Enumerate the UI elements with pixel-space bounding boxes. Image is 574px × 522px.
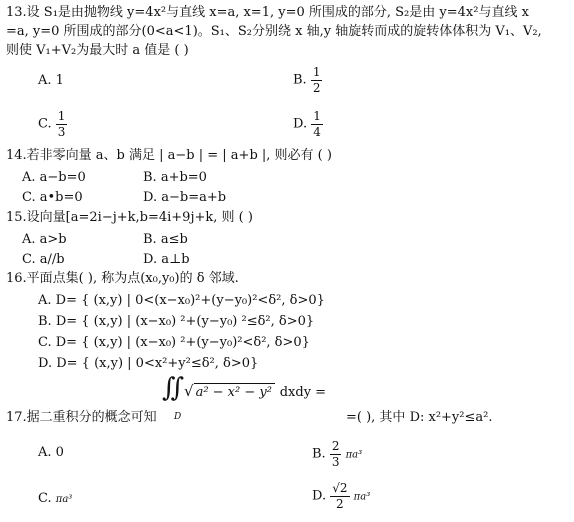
q17-option-c [38, 492, 72, 505]
q14-option-a: A. a−b=0 [22, 170, 86, 185]
numerator: 1 [313, 109, 321, 123]
q14-option-c: C. a•b=0 [22, 190, 83, 205]
option-tail: πa³ [353, 491, 371, 503]
fraction [330, 440, 342, 468]
q17-option-a [38, 446, 64, 459]
option-value: πa³ [55, 494, 73, 505]
denominator: 4 [313, 124, 321, 139]
option-value: 0 [55, 445, 64, 460]
denominator: 3 [57, 124, 66, 139]
fraction [311, 66, 323, 94]
q14-option-b: B. a+b=0 [143, 170, 207, 185]
option-value: 1 [55, 73, 64, 88]
option-tail: πa³ [345, 449, 363, 461]
q16-option-c: C. D= { (x,y) | (x−x₀) ²+(y−y₀)²<δ², δ>0} [38, 335, 310, 350]
q17-stem: 17.据二重积分的概念可知 [6, 410, 157, 425]
q16-option-b: B. D= { (x,y) | (x−x₀) ²+(y−y₀) ²≤δ², δ>0} [38, 314, 315, 329]
option-label: D. [312, 488, 327, 504]
q13-line-2: =a, y=0 所围成的部分(0<a<1)。S₁、S₂分别绕 x 轴,y 轴旋转而成的旋转体体积为 V₁、V₂, [6, 24, 542, 39]
q16-option-a: A. D= { (x,y) | 0<(x−x₀)²+(y−y₀)²<δ², δ>0} [38, 293, 325, 308]
numerator: 1 [57, 109, 66, 123]
radicand: a² − x² − y² [194, 383, 275, 400]
option-label: C. [38, 491, 52, 506]
option-label: B. [312, 446, 326, 462]
numerator: 1 [312, 65, 321, 79]
q13-line-1: 13.设 S₁是由抛物线 y=4x²与直线 x=a, x=1, y=0 所围成的部分, S₂是由 y=4x²与直线 x [6, 5, 529, 20]
q15-option-a: A. a>b [22, 232, 67, 247]
numerator: √2 [332, 481, 348, 495]
q13-option-a [38, 74, 64, 87]
numerator: 2 [331, 439, 340, 453]
option-label: B. [293, 72, 307, 88]
differential: dxdy = [279, 385, 327, 400]
option-label: A. [38, 445, 52, 460]
q14-option-d: D. a−b=a+b [143, 190, 227, 205]
q16-option-d: D. D= { (x,y) | 0<x²+y²≤δ², δ>0} [38, 356, 259, 371]
denominator: 2 [312, 80, 321, 95]
denominator: 2 [336, 496, 344, 511]
q13-line-3: 则使 V₁+V₂为最大时 a 值是 ( ) [6, 43, 189, 58]
q17-option-b [312, 440, 362, 468]
option-label: A. [38, 73, 52, 88]
fraction [330, 482, 349, 510]
q16-stem: 16.平面点集( ), 称为点(x₀,y₀)的 δ 邻域. [6, 271, 239, 286]
denominator: 3 [331, 454, 340, 469]
option-label: C. [38, 116, 52, 132]
q14-stem: 14.若非零向量 a、b 满足 | a−b | = | a+b |, 则必有 ( ) [6, 148, 332, 163]
option-label: D. [293, 116, 308, 132]
sqrt-sign: √ [184, 382, 194, 400]
double-integral-sign: ∬ [162, 373, 185, 403]
q17-sqrt [184, 384, 326, 399]
q15-option-c: C. a//b [22, 252, 65, 267]
q13-option-d [293, 110, 323, 138]
q17-option-d [312, 482, 370, 510]
q13-option-b [293, 66, 322, 94]
fraction [56, 110, 68, 138]
q13-option-c [38, 110, 67, 138]
fraction [311, 110, 323, 138]
q15-stem: 15.设向量[a=2i−j+k,b=4i+9j+k, 则 ( ) [6, 210, 253, 225]
q17-stem-end: =( ), 其中 D: x²+y²≤a². [346, 410, 493, 425]
q15-option-d: D. a⊥b [143, 252, 190, 267]
q17-integral-domain: D [174, 412, 182, 422]
q17-integral [162, 375, 184, 401]
q15-option-b: B. a≤b [143, 232, 188, 247]
